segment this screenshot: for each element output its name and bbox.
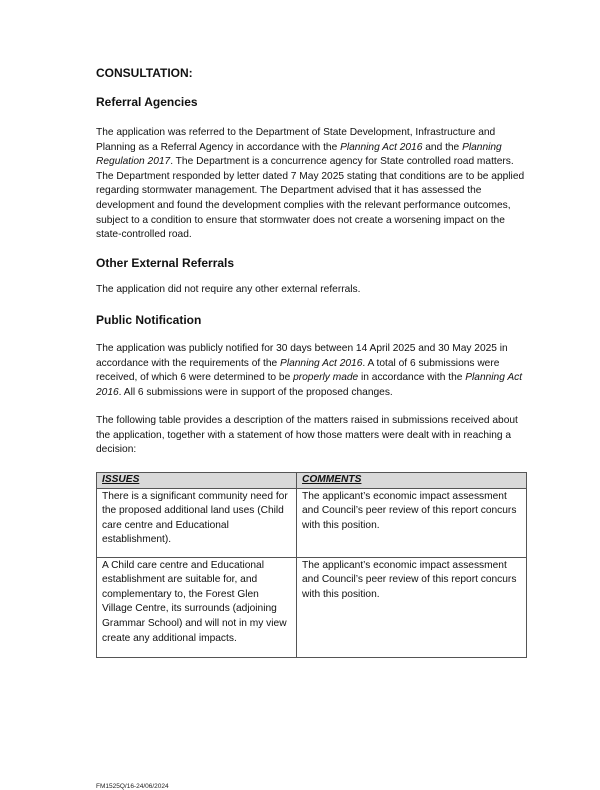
comment-cell: The applicant’s economic impact assessment and Council’s peer review of this report concurs with this position. [297, 488, 527, 557]
header-issues: ISSUES [97, 473, 297, 489]
public-notification-heading: Public Notification [96, 313, 202, 327]
referral-agencies-paragraph: The application was referred to the Department of State Development, Infrastructure and Planning as a Referral Agency in accordance with the Planning Act 2016 and the Planning Regulation 2017. The Department is a concurrence agency for State controlled road matters. The Department responded by letter dated 7 May 2025 stating that conditions are to be applied regarding stormwater management. The Department advised that it has assessed the development and found the development complies with the relevant performance outcomes, subject to a condition to ensure that stormwater does not create a worsening impact on the state-controlled road. [96, 127, 525, 241]
consultation-heading: CONSULTATION: [96, 66, 193, 80]
issue-cell: A Child care centre and Educational establishment are suitable for, and complementary to, the Forest Glen Village Centre, its surrounds (adjoining Grammar School) and will not in my view create any additional impacts. [97, 557, 297, 657]
public-notification-paragraph: The application was publicly notified for 30 days between 14 April 2025 and 30 May 2025 in accordance with the requirements of the Planning Act 2016. A total of 6 submissions were received, of which 6 were determined to be properly made in accordance with the Planning Act 2016. All 6 submissions were in support of the proposed changes. [96, 343, 523, 398]
table-intro-paragraph: The following table provides a description of the matters raised in submissions received about the application, together with a statement of how those matters were dealt with in reaching a decision: [96, 415, 518, 456]
table-header-row [97, 473, 527, 489]
issue-cell: There is a significant community need for the proposed additional land uses (Child care centre and Educational establishment). [97, 488, 297, 557]
other-referrals-heading: Other External Referrals [96, 256, 235, 270]
referral-agencies-heading: Referral Agencies [96, 95, 198, 109]
other-referrals-paragraph: The application did not require any other external referrals. [96, 284, 361, 295]
table-row [97, 488, 527, 557]
table-row [97, 557, 527, 657]
submissions-table [96, 472, 527, 658]
comment-cell: The applicant’s economic impact assessment and Council’s peer review of this report concurs with this position. [297, 557, 527, 657]
form-code-footer: FM1525Q/16-24/06/2024 [96, 783, 169, 790]
header-comments: COMMENTS [297, 473, 527, 489]
